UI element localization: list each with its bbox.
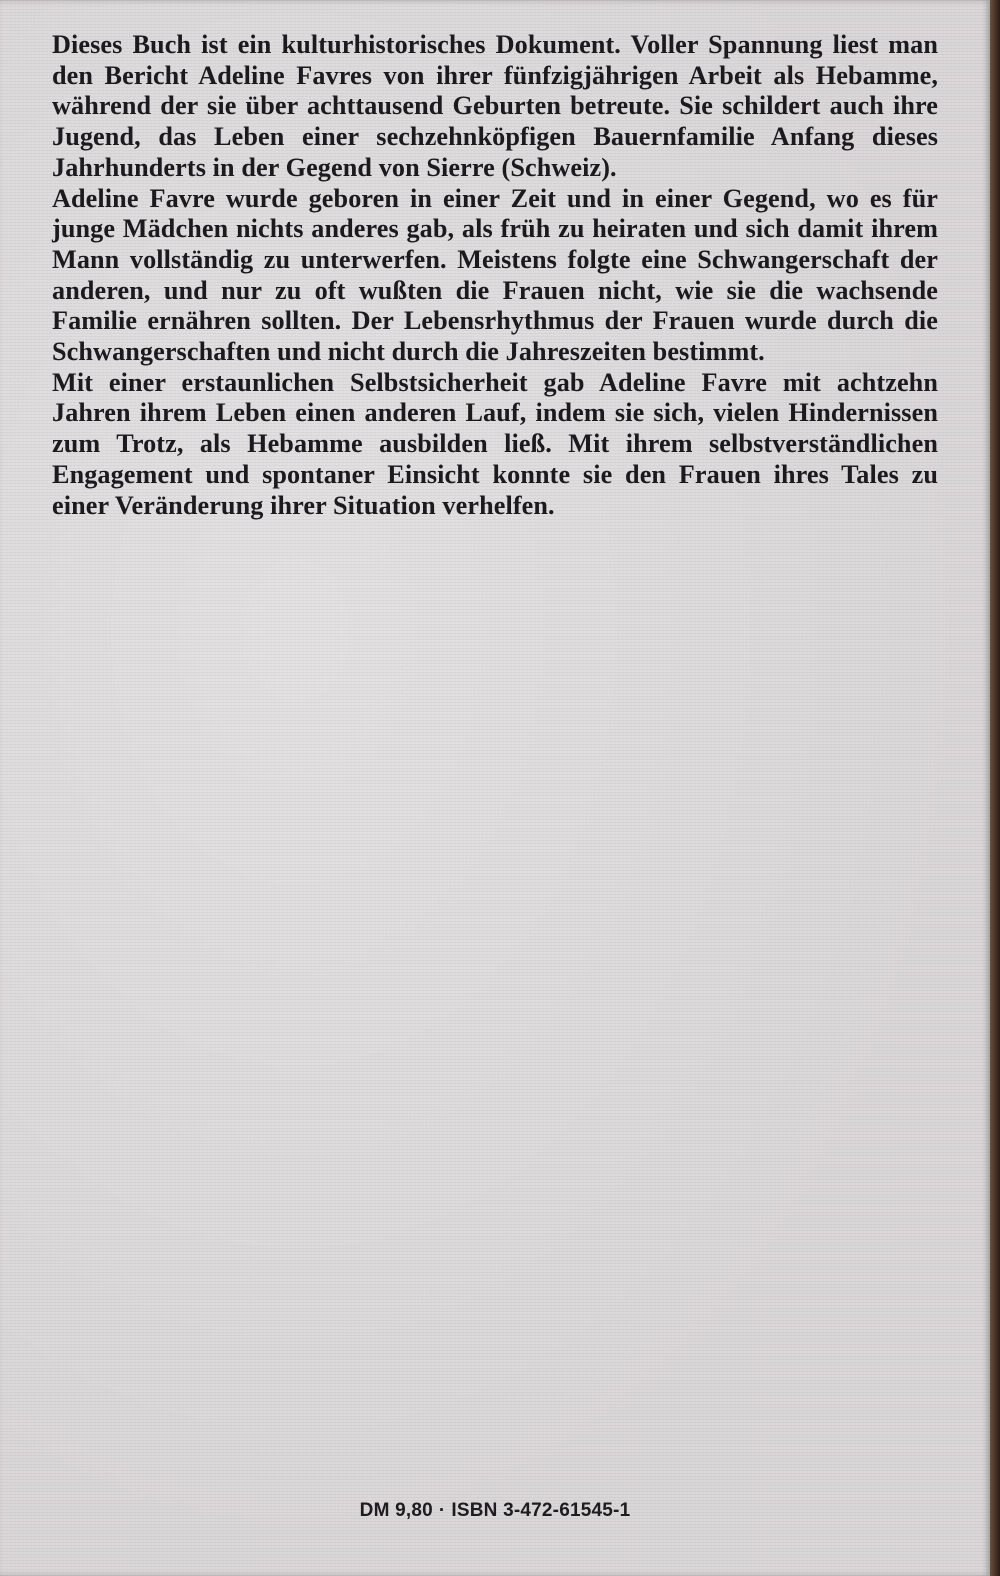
blurb-text [52, 30, 938, 521]
price-label: DM 9,80 [359, 1500, 433, 1521]
blurb-paragraph-1: Dieses Buch ist ein kulturhistorisches Dokument. Voller Spannung liest man den Bericht Adeline Favres von ihrer fünfzigjährigen Arbeit als Hebamme, während der sie über achttausend Geburten betreute. Sie schildert auch ihre Jugend, das Leben einer sechzehnköpfigen Bauernfamilie Anfang dieses Jahrhunderts in der Gegend von Sierre (Schweiz). [52, 30, 938, 182]
blurb-paragraph-3: Mit einer erstaunlichen Selbstsicherheit gab Adeline Favre mit achtzehn Jahren ihrem Leben einen anderen Lauf, indem sie sich, vielen Hindernissen zum Trotz, als Hebamme ausbilden ließ. Mit ihrem selbstverständlichen Engagement und spontaner Einsicht konnte sie den Frauen ihres Tales zu einer Veränderung ihrer Situation verhelfen. [52, 367, 938, 520]
separator-dot: · [438, 1500, 446, 1521]
page-edge [990, 0, 1000, 1576]
isbn-label: ISBN 3-472-61545-1 [451, 1500, 631, 1521]
price-isbn-line [0, 1500, 990, 1522]
blurb-paragraph-2: Adeline Favre wurde geboren in einer Zeit und in einer Gegend, wo es für junge Mädchen nichts anderes gab, als früh zu heiraten und sich damit ihrem Mann vollständig zu unterwerfen. Meistens folgte eine Schwangerschaft der anderen, und nur zu oft wußten die Frauen nicht, wie sie die wachsende Familie ernähren sollten. Der Lebensrhythmus der Frauen wurde durch die Schwangerschaften und nicht durch die Jahreszeiten bestimmt. [52, 183, 938, 367]
